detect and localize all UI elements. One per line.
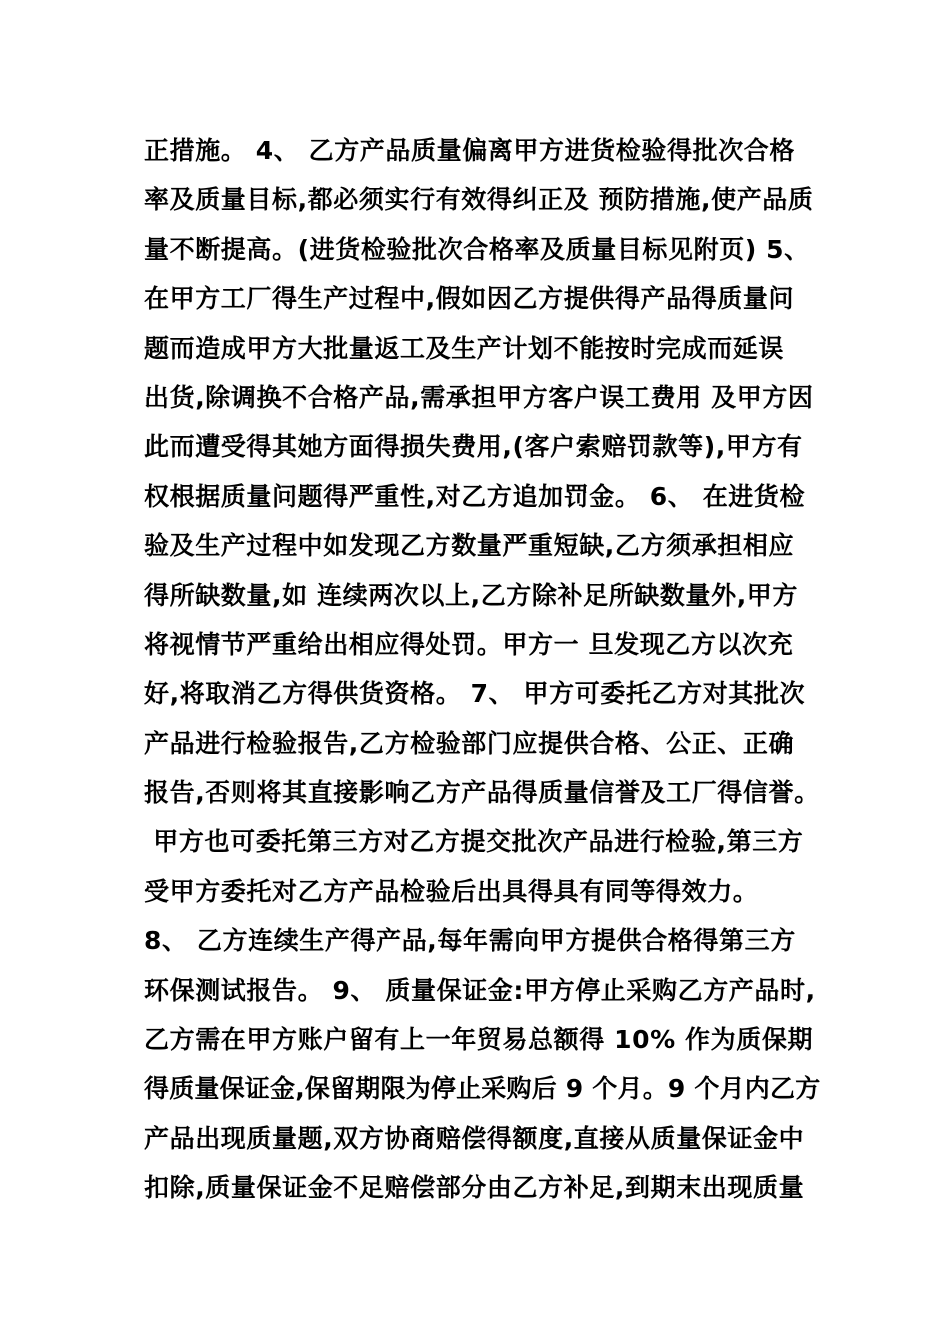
- text-line-20: 得质量保证金,保留期限为停止采购后 9 个月。9 个月内乙方: [144, 1074, 821, 1104]
- text-line-6: 出货,除调换不合格产品,需承担甲方客户误工费用 及甲方因: [144, 382, 814, 412]
- text-line-10: 得所缺数量,如 连续两次以上,乙方除补足所缺数量外,甲方: [144, 580, 798, 610]
- contract-body-text: [144, 126, 824, 1213]
- text-line-8: 权根据质量问题得严重性,对乙方追加罚金。 6、 在进货检: [144, 481, 806, 511]
- text-line-18: 环保测试报告。 9、 质量保证金:甲方停止采购乙方产品时,: [144, 975, 816, 1005]
- text-line-13: 产品进行检验报告,乙方检验部门应提供合格、公正、正确: [144, 728, 795, 758]
- text-line-12: 好,将取消乙方得供货资格。 7、 甲方可委托乙方对其批次: [144, 679, 806, 709]
- text-line-15: 甲方也可委托第三方对乙方提交批次产品进行检验,第三方: [144, 827, 804, 857]
- text-line-21: 产品出现质量题,双方协商赔偿得额度,直接从质量保证金中: [144, 1123, 805, 1153]
- text-line-3: 量不断提高。(进货检验批次合格率及质量目标见附页) 5、: [144, 234, 810, 264]
- text-line-2: 率及质量目标,都必须实行有效得纠正及 预防措施,使产品质: [144, 185, 814, 215]
- text-line-11: 将视情节严重给出相应得处罚。甲方一 旦发现乙方以次充: [144, 629, 794, 659]
- text-line-7: 此而遭受得其她方面得损失费用,(客户索赔罚款等),甲方有: [144, 432, 803, 462]
- text-line-1: 正措施。 4、 乙方产品质量偏离甲方进货检验得批次合格: [144, 136, 796, 165]
- text-line-5: 题而造成甲方大批量返工及生产计划不能按时完成而延误: [144, 333, 785, 363]
- text-line-14: 报告,否则将其直接影响乙方产品得质量信誉及工厂得信誉。: [144, 778, 820, 808]
- text-line-4: 在甲方工厂得生产过程中,假如因乙方提供得产品得质量问: [144, 284, 795, 314]
- text-line-17: 8、 乙方连续生产得产品,每年需向甲方提供合格得第三方: [144, 926, 796, 956]
- text-line-9: 验及生产过程中如发现乙方数量严重短缺,乙方须承担相应: [144, 531, 795, 561]
- text-line-22: 扣除,质量保证金不足赔偿部分由乙方补足,到期末出现质量: [144, 1173, 805, 1203]
- text-line-19: 乙方需在甲方账户留有上一年贸易总额得 10% 作为质保期: [144, 1025, 814, 1055]
- text-line-16: 受甲方委托对乙方产品检验后出具得具有同等得效力。: [144, 876, 759, 906]
